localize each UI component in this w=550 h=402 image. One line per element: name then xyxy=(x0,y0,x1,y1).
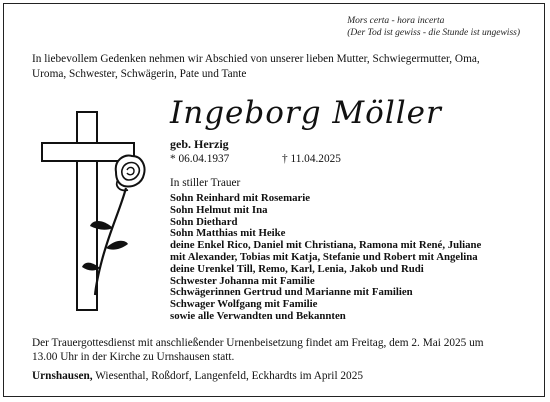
maiden-name: geb. Herzig xyxy=(170,137,229,151)
mourner-line: Sohn Matthias mit Heike xyxy=(170,227,286,240)
motto xyxy=(347,15,520,39)
mourner-line: Sohn Reinhard mit Rosemarie xyxy=(170,192,311,204)
mourner-line: sowie alle Verwandten und Bekannten xyxy=(170,309,346,322)
intro-line-2: Uroma, Schwester, Schwägerin, Pate und Tante xyxy=(32,68,247,80)
intro-line-1: In liebevollem Gedenken nehmen wir Abschied von unserer lieben Mutter, Schwiegermutter, Oma, xyxy=(32,53,480,65)
service-info xyxy=(32,337,532,364)
mourners-list xyxy=(170,193,530,323)
motto-line-1: Mors certa - hora incerta xyxy=(347,16,445,26)
cross-with-rose-icon xyxy=(40,110,150,315)
mourner-line: deine Urenkel Till, Remo, Karl, Lenia, Jakob und Rudi xyxy=(170,262,424,275)
footer-places xyxy=(32,370,363,382)
mourning-heading: In stiller Trauer xyxy=(170,177,241,189)
intro-text xyxy=(32,52,522,82)
service-line-1: Der Trauergottesdienst mit anschließender Urnenbeisetzung findet am Freitag, dem 2. Mai 2025 um xyxy=(32,337,484,349)
mourner-line: Schwester Johanna mit Familie xyxy=(170,274,315,287)
footer-main-place: Urnshausen, xyxy=(32,370,93,382)
death-date: † 11.04.2025 xyxy=(282,153,341,165)
mourner-line: deine Enkel Rico, Daniel mit Christiana, Ramona mit René, Juliane xyxy=(170,239,482,252)
life-dates xyxy=(170,153,341,165)
service-line-2: 13.00 Uhr in der Kirche zu Urnshausen statt. xyxy=(32,350,235,363)
mourner-line: Schwager Wolfgang mit Familie xyxy=(170,298,318,311)
mourner-line: mit Alexander, Tobias mit Katja, Stefanie und Robert mit Angelina xyxy=(170,250,478,263)
birth-date: * 06.04.1937 xyxy=(170,153,230,165)
mourner-line: Sohn Diethard xyxy=(170,215,238,228)
mourner-line: Sohn Helmut mit Ina xyxy=(170,203,268,216)
deceased-name: Ingeborg Möller xyxy=(170,95,442,131)
footer-other-places: Wiesenthal, Roßdorf, Langenfeld, Eckhardts im April 2025 xyxy=(92,370,363,382)
motto-line-2: (Der Tod ist gewiss - die Stunde ist ungewiss) xyxy=(347,28,520,38)
mourner-line: Schwägerinnen Gertrud und Marianne mit Familien xyxy=(170,286,413,299)
